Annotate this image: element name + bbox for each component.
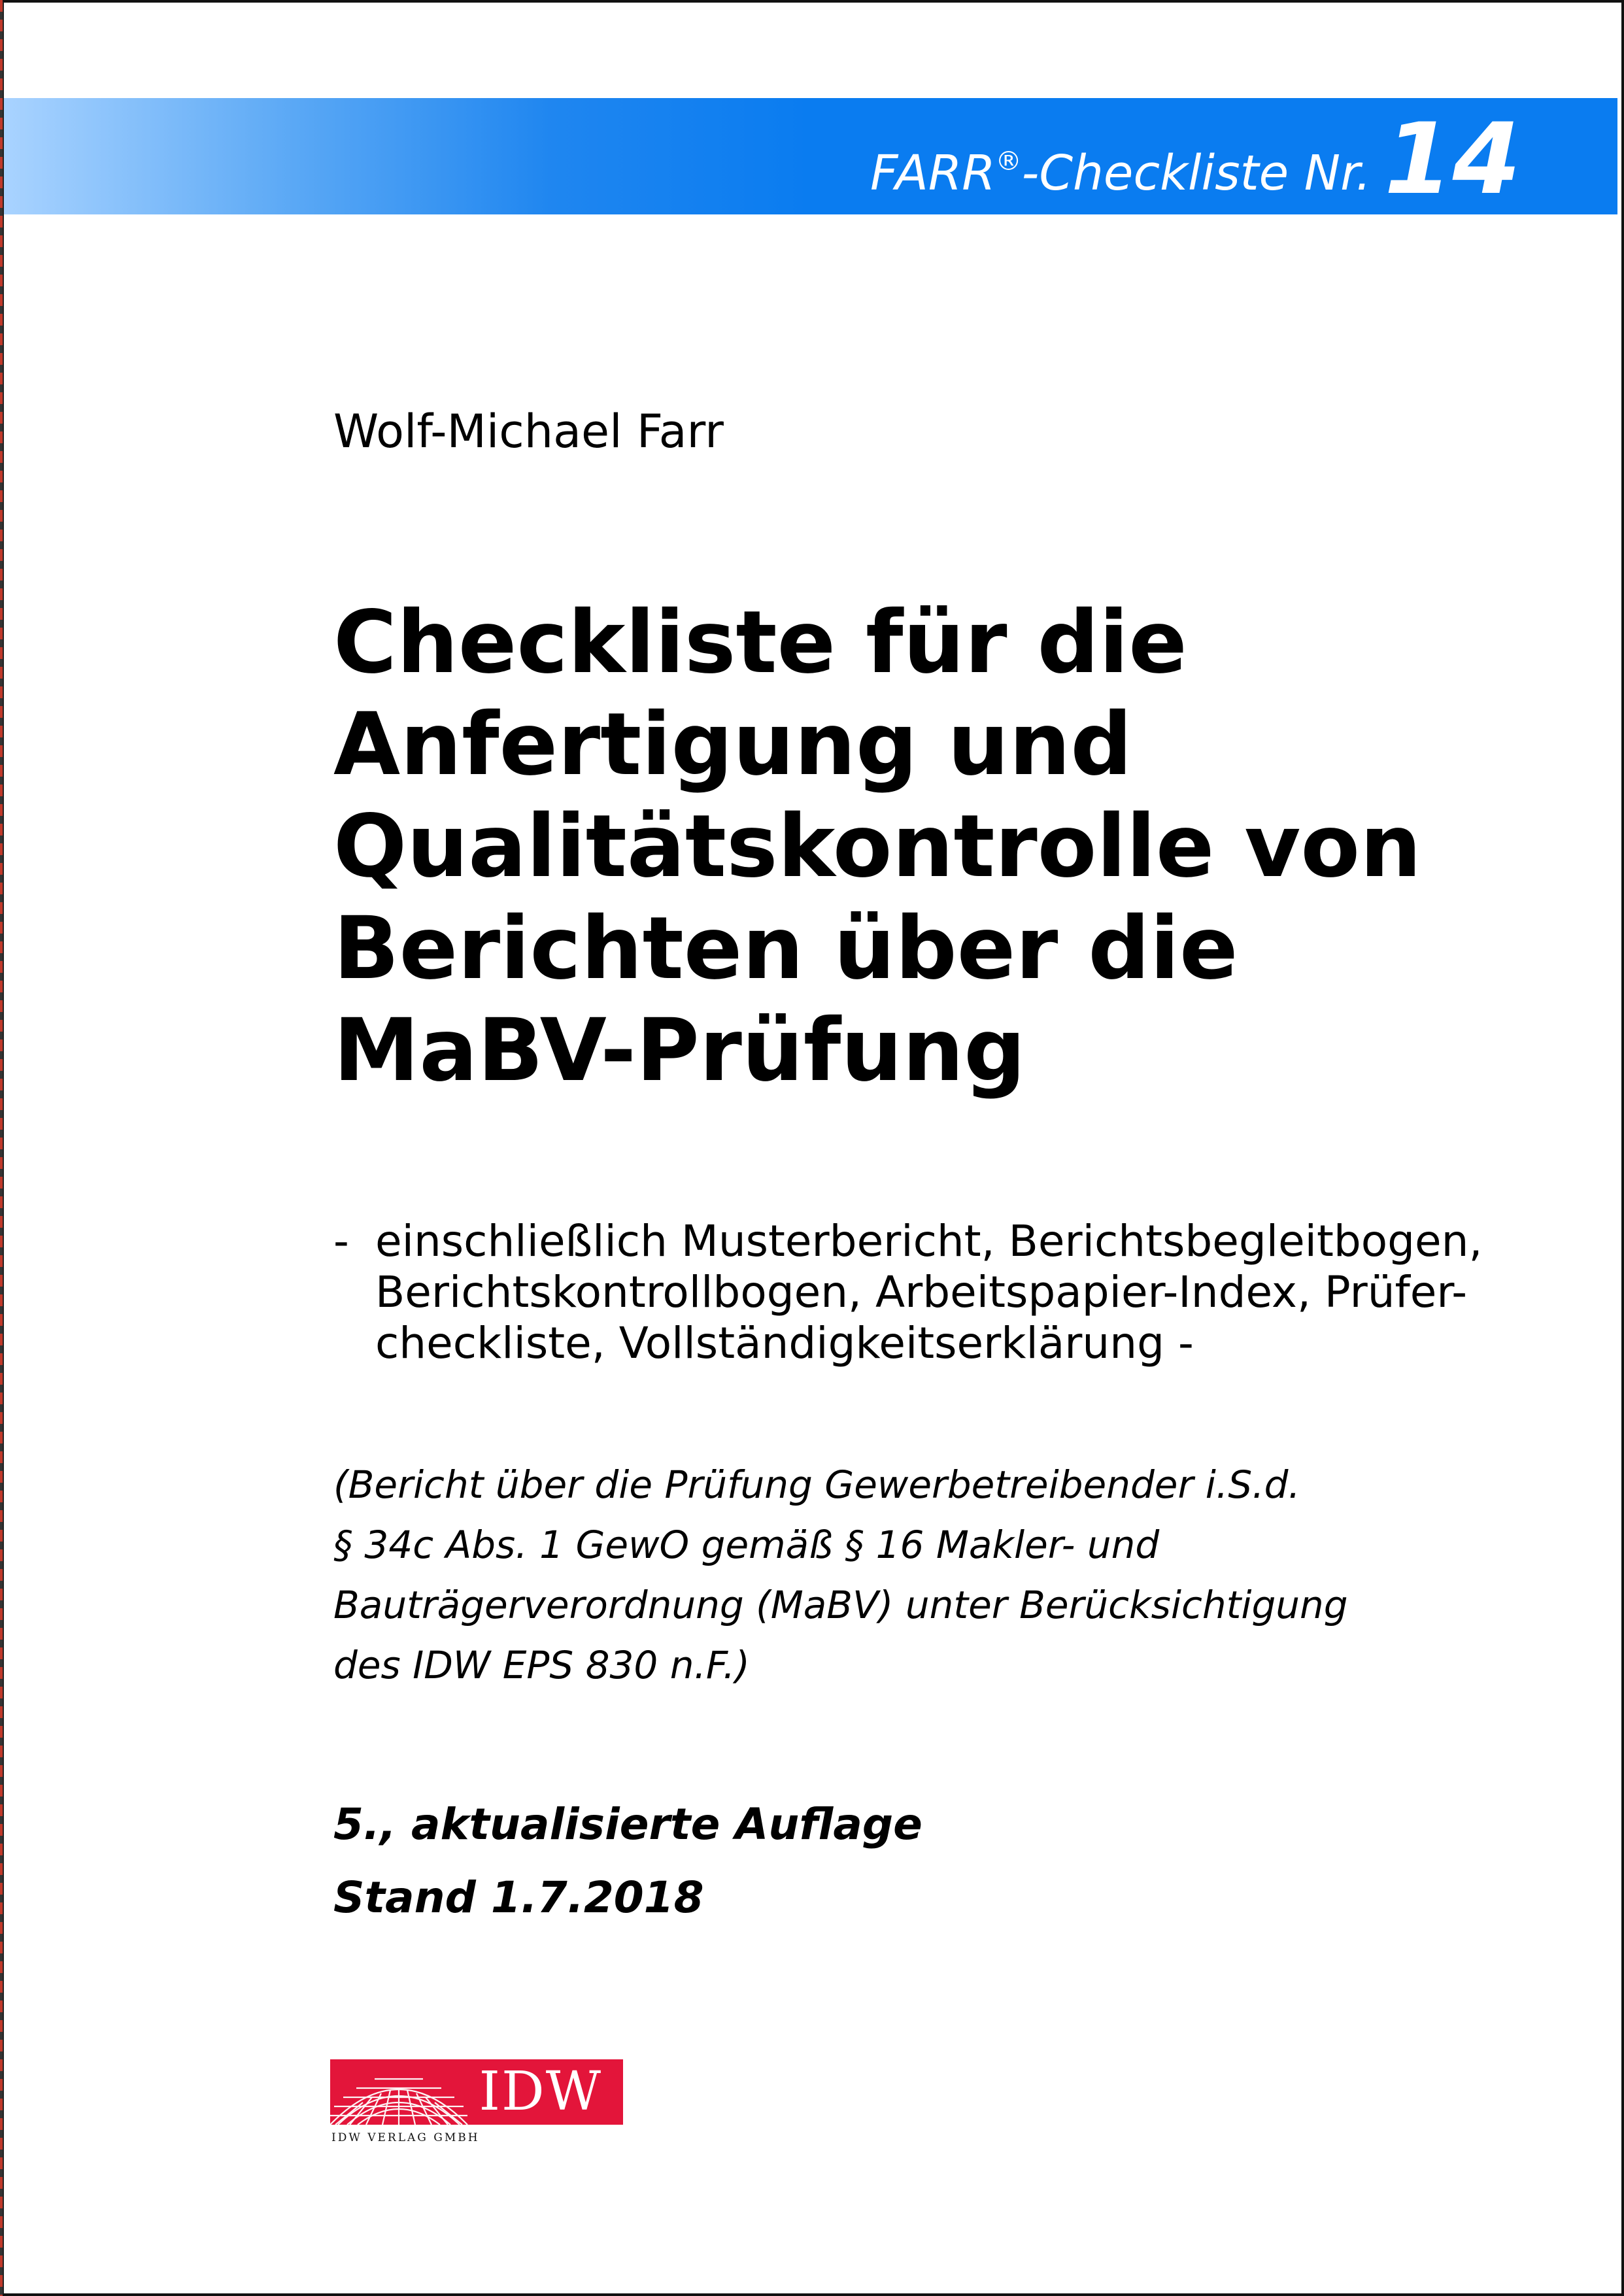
subtitle-line: § 34c Abs. 1 GewO gemäß § 16 Makler- und [333, 1523, 1160, 1567]
contents-dash: - [333, 1216, 349, 1266]
contents-line: checkliste, Vollständigkeitserklärung - [375, 1318, 1194, 1368]
subtitle-line: Bauträgerverordnung (MaBV) unter Berücksichtigung [333, 1583, 1348, 1627]
title-line: MaBV-Prüfung [333, 1000, 1026, 1101]
title-line: Checkliste für die [333, 592, 1187, 693]
series-banner [4, 98, 1617, 214]
publisher-logo [330, 2059, 624, 2151]
contents-note-body [375, 1216, 1576, 1369]
series-name: FARR®-Checkliste Nr. [870, 145, 1372, 201]
subtitle [333, 1455, 1576, 1695]
author-name: Wolf-Michael Farr [333, 405, 724, 458]
contents-line: einschließlich Musterbericht, Berichtsbegleitbogen, [375, 1216, 1483, 1266]
contents-line: Berichtskontrollbogen, Arbeitspapier-Index, Prüfer- [375, 1267, 1468, 1317]
publisher-subline: IDW VERLAG GMBH [331, 2131, 480, 2144]
registered-mark: ® [995, 146, 1022, 177]
title-line: Anfertigung und [333, 694, 1132, 795]
idw-logo-box [330, 2059, 623, 2125]
edition-info [333, 1788, 922, 1934]
series-label [870, 98, 1521, 214]
contents-note [333, 1216, 1576, 1369]
book-title [333, 592, 1576, 1102]
edition-line: 5., aktualisierte Auflage [333, 1799, 922, 1849]
edition-date: Stand 1.7.2018 [333, 1872, 704, 1923]
binding-edge [0, 0, 3, 2296]
idw-logo-text: IDW [479, 2061, 602, 2123]
subtitle-line: (Bericht über die Prüfung Gewerbetreibender i.S.d. [333, 1462, 1300, 1507]
title-line: Qualitätskontrolle von [333, 796, 1422, 897]
subtitle-line: des IDW EPS 830 n.F.) [333, 1643, 750, 1687]
series-number: 14 [1384, 103, 1521, 216]
title-line: Berichten über die [333, 898, 1238, 999]
